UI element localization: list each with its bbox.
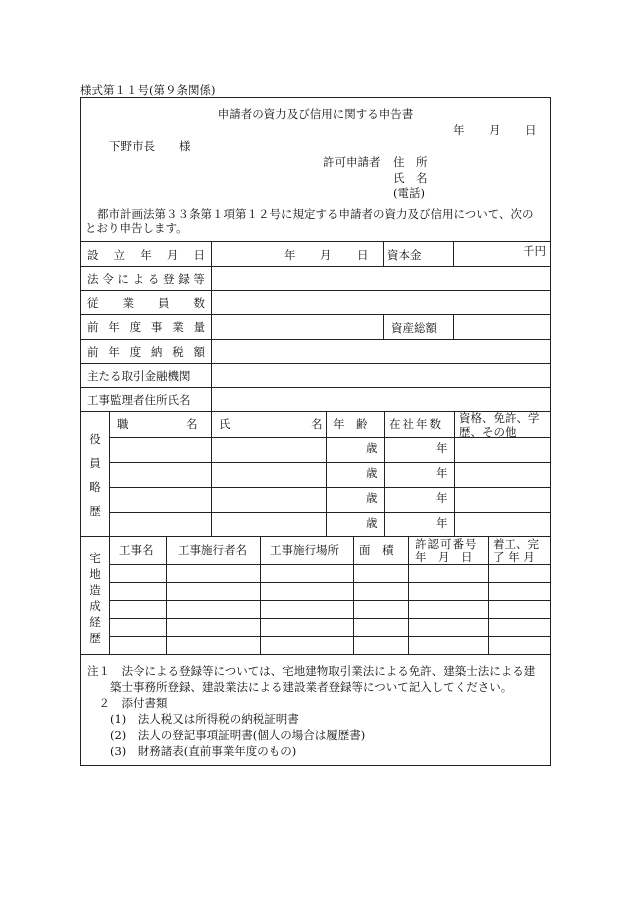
label-char: 経 [89, 615, 101, 629]
label-char: 員 [89, 456, 101, 470]
row-label-established [87, 247, 205, 263]
officer-years-unit: 年 [436, 441, 448, 455]
label-char: 数 [193, 296, 205, 310]
label-char: 役 [89, 432, 101, 446]
label-char: 納 [150, 345, 163, 359]
note-2-item-1: (1) 法人税又は所得税の納税証明書 [87, 712, 299, 726]
divider [166, 536, 167, 654]
divider [408, 536, 409, 654]
divider [109, 487, 550, 488]
officer-age-unit: 歳 [366, 466, 378, 480]
label-char: 登 [163, 272, 175, 286]
divider [81, 363, 550, 364]
officer-years-unit: 年 [436, 491, 448, 505]
capital-unit: 千円 [523, 244, 546, 258]
divider [109, 636, 550, 637]
label-char: 量 [193, 320, 205, 334]
note-1-line-1: 注１ 法令による登録等については、宅地建物取引業法による免許、建築士法による建 [87, 664, 536, 678]
label-char: 法 [87, 272, 99, 286]
divider [81, 314, 550, 315]
divider [109, 618, 550, 619]
row-label-prev-business [87, 319, 205, 335]
officer-age-unit: 歳 [366, 441, 378, 455]
officer-years-unit: 年 [436, 466, 448, 480]
divider [453, 241, 454, 266]
label-char: 業 [172, 320, 184, 334]
history-col-permit-date: 年 月 日 [415, 550, 473, 564]
label-char: 年 [140, 248, 152, 262]
date-month-label: 月 [489, 123, 501, 137]
note-2-item-2: (2) 法人の登記事項証明書(個人の場合は履歴書) [87, 728, 366, 742]
history-col-period-start: 着工、完 [493, 537, 539, 551]
applicant-address-label: 住 所 [393, 155, 428, 169]
row-label-registration [87, 271, 205, 287]
officers-side-label [81, 431, 109, 519]
divider [109, 582, 550, 583]
label-char: る [147, 272, 160, 286]
officers-col-position: 職 名 [117, 417, 198, 431]
label-char: 度 [129, 345, 142, 359]
divider [81, 266, 550, 267]
divider [488, 536, 489, 654]
applicant-label: 許可申請者 [323, 155, 381, 169]
label-char: 度 [129, 320, 142, 334]
declaration-line-2: とおり申告します。 [85, 221, 188, 235]
note-2-heading: ２ 添付書類 [87, 696, 168, 710]
divider [81, 241, 550, 242]
divider [109, 600, 550, 601]
officer-years-unit: 年 [436, 516, 448, 530]
officers-col-years: 在社年数 [389, 417, 443, 431]
history-col-permit-number: 許認可番号 [415, 537, 478, 551]
divider [211, 411, 212, 536]
label-char: 地 [89, 567, 101, 581]
divider [81, 290, 550, 291]
label-char: 略 [89, 480, 101, 494]
label-char: 宅 [89, 551, 101, 565]
divider [383, 314, 384, 339]
label-char: 立 [113, 248, 126, 262]
form-number: 様式第１１号(第９条関係) [80, 83, 216, 97]
divider [109, 462, 550, 463]
divider [81, 654, 550, 655]
divider [260, 536, 261, 654]
label-char: 月 [166, 248, 179, 262]
officer-age-unit: 歳 [366, 491, 378, 505]
form-title: 申請者の資力及び信用に関する申告書 [217, 107, 414, 121]
history-col-period-end: 了 年 月 [493, 550, 535, 564]
label-char: 税 [172, 345, 184, 359]
divider [383, 241, 384, 266]
divider [109, 411, 110, 536]
divider [453, 314, 454, 339]
declaration-line-1: 都市計画法第３３条第１項第１２号に規定する申請者の資力及び信用について、次の [97, 207, 534, 221]
divider [109, 536, 110, 654]
label-char: 歴 [89, 504, 101, 518]
label-char: 年 [108, 320, 120, 334]
notes-section [87, 663, 549, 759]
label-char: 事 [150, 320, 163, 334]
divider [81, 339, 550, 340]
label-char: 録 [178, 272, 190, 286]
applicant-name-label: 氏 名 [393, 171, 428, 185]
officers-col-age: 年 齢 [333, 417, 368, 431]
officer-age-unit: 歳 [366, 516, 378, 530]
divider [109, 564, 550, 565]
row-label-bank: 主たる取引金融機関 [87, 369, 191, 383]
form-frame [80, 97, 551, 766]
established-month-label: 月 [320, 248, 332, 262]
label-char: 歴 [89, 631, 101, 645]
label-char: 額 [193, 345, 205, 359]
history-col-project: 工事名 [119, 543, 154, 557]
divider [81, 536, 550, 537]
label-char: に [117, 272, 129, 286]
officers-col-qualifications: 資格、免許、学歴、その他 [459, 411, 540, 439]
label-char: 従 [87, 296, 99, 310]
divider [109, 512, 550, 513]
divider [81, 387, 550, 388]
established-day-label: 日 [357, 248, 369, 262]
history-col-location: 工事施行場所 [270, 543, 339, 557]
addressee-honorific: 様 [179, 139, 191, 153]
note-2-item-3: (3) 財務諸表(直前事業年度のもの) [87, 744, 297, 758]
label-char: 年 [108, 345, 120, 359]
history-col-area: 面 積 [359, 543, 394, 557]
label-char: 等 [193, 272, 205, 286]
row-label-prev-tax [87, 344, 205, 360]
label-char: 前 [87, 320, 99, 334]
label-char: よ [132, 272, 145, 286]
label-char: 日 [193, 248, 205, 262]
established-year-label: 年 [284, 248, 296, 262]
date-year-label: 年 [453, 123, 465, 137]
capital-label: 資本金 [387, 248, 422, 262]
date-day-label: 日 [525, 123, 537, 137]
label-char: 造 [89, 583, 101, 597]
label-char: 員 [158, 296, 170, 310]
label-char: 設 [87, 248, 99, 262]
note-1-line-2: 築士事務所登録、建設業法による建設業者登録等について記入してください。 [87, 680, 513, 694]
label-char: 前 [87, 345, 99, 359]
divider [326, 411, 327, 536]
total-assets-label: 資産総額 [391, 321, 437, 335]
row-label-supervisor: 工事監理者住所氏名 [87, 393, 191, 407]
label-char: 令 [102, 272, 114, 286]
applicant-phone-label: (電話) [393, 186, 425, 200]
divider [384, 411, 385, 536]
divider [454, 411, 455, 536]
divider [353, 536, 354, 654]
row-label-employees [87, 295, 205, 311]
divider [211, 241, 212, 411]
label-char: 成 [89, 599, 101, 613]
label-char: 業 [122, 296, 134, 310]
addressee-name: 下野市長 [109, 139, 155, 153]
officers-col-name: 氏 名 [219, 417, 323, 431]
history-col-contractor: 工事施行者名 [178, 543, 247, 557]
history-side-label [81, 550, 109, 645]
